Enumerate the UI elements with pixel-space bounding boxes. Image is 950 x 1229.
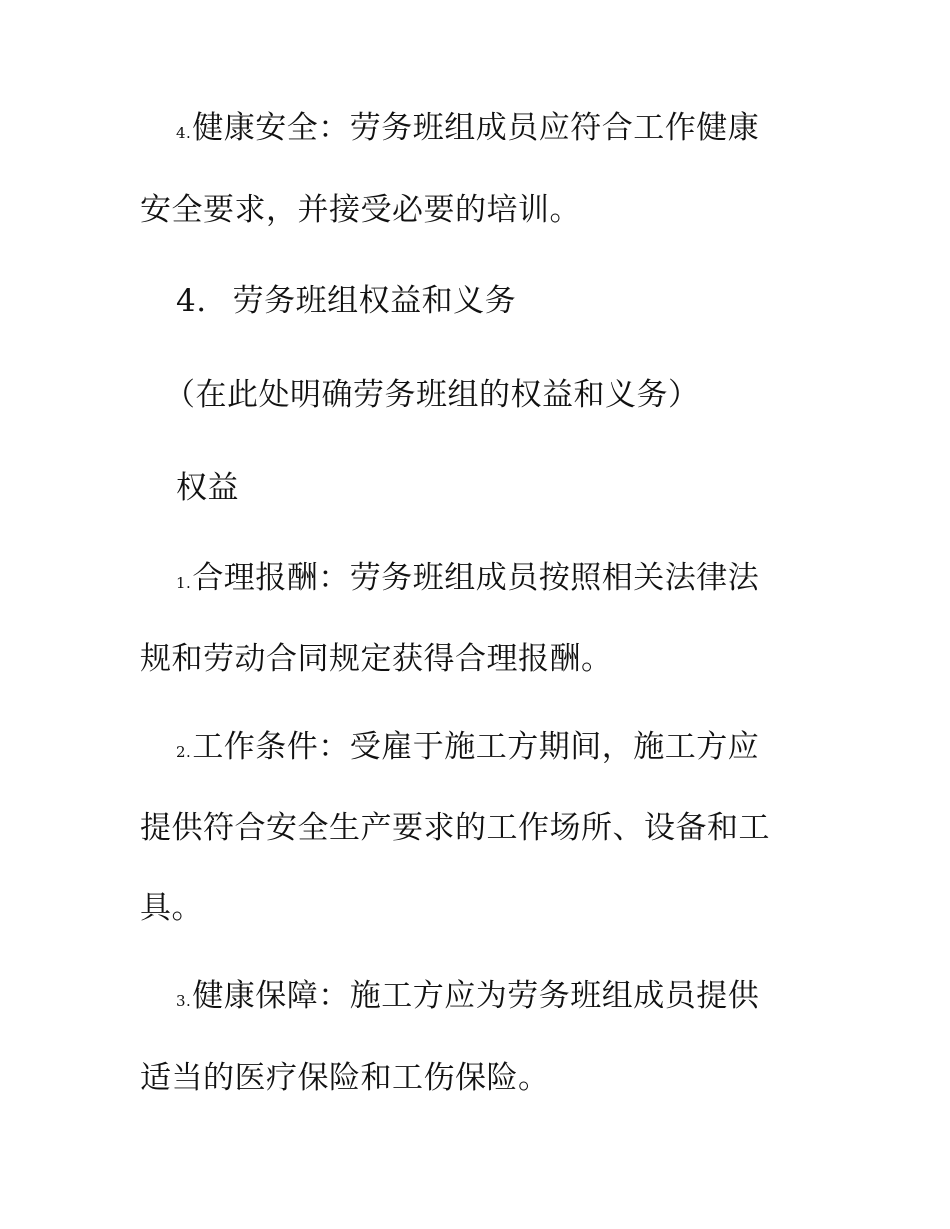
item-text: 健康安全：劳务班组成员应符合工作健康: [192, 110, 760, 146]
item-work-conditions-line2: [140, 808, 820, 848]
section-number: 4.: [176, 283, 207, 319]
item-health-protection-line1: [176, 976, 856, 1021]
item-health-protection-line2: [140, 1058, 820, 1098]
item-reasonable-pay-line1: [176, 558, 856, 603]
item-text: 工作条件：受雇于施工方期间，施工方应: [192, 729, 760, 765]
subheading-text: 权益: [176, 470, 239, 506]
item-number: 1.: [176, 574, 192, 592]
item-text: 合理报酬：劳务班组成员按照相关法律法: [192, 560, 760, 596]
note-text: （在此处明确劳务班组的权益和义务）: [164, 377, 700, 413]
item-text: 提供符合安全生产要求的工作场所、设备和工: [140, 810, 770, 846]
section-title: 劳务班组权益和义务: [232, 283, 517, 319]
item-text: 具。: [140, 890, 203, 926]
section-note: [164, 375, 844, 415]
item-reasonable-pay-line2: [140, 639, 820, 679]
item-text: 规和劳动合同规定获得合理报酬。: [140, 641, 613, 677]
item-work-conditions-line1: [176, 727, 856, 772]
item-health-safety-line1: [176, 108, 856, 153]
item-text: 健康保障：施工方应为劳务班组成员提供: [192, 978, 760, 1014]
item-number: 4.: [176, 124, 192, 142]
item-number: 3.: [176, 992, 192, 1010]
item-text: 安全要求，并接受必要的培训。: [140, 192, 581, 228]
item-text: 适当的医疗保险和工伤保险。: [140, 1060, 550, 1096]
item-health-safety-line2: [140, 190, 820, 230]
section-heading: [176, 281, 856, 321]
item-number: 2.: [176, 743, 192, 761]
item-work-conditions-line3: [140, 888, 820, 928]
subheading-rights: [176, 468, 856, 508]
